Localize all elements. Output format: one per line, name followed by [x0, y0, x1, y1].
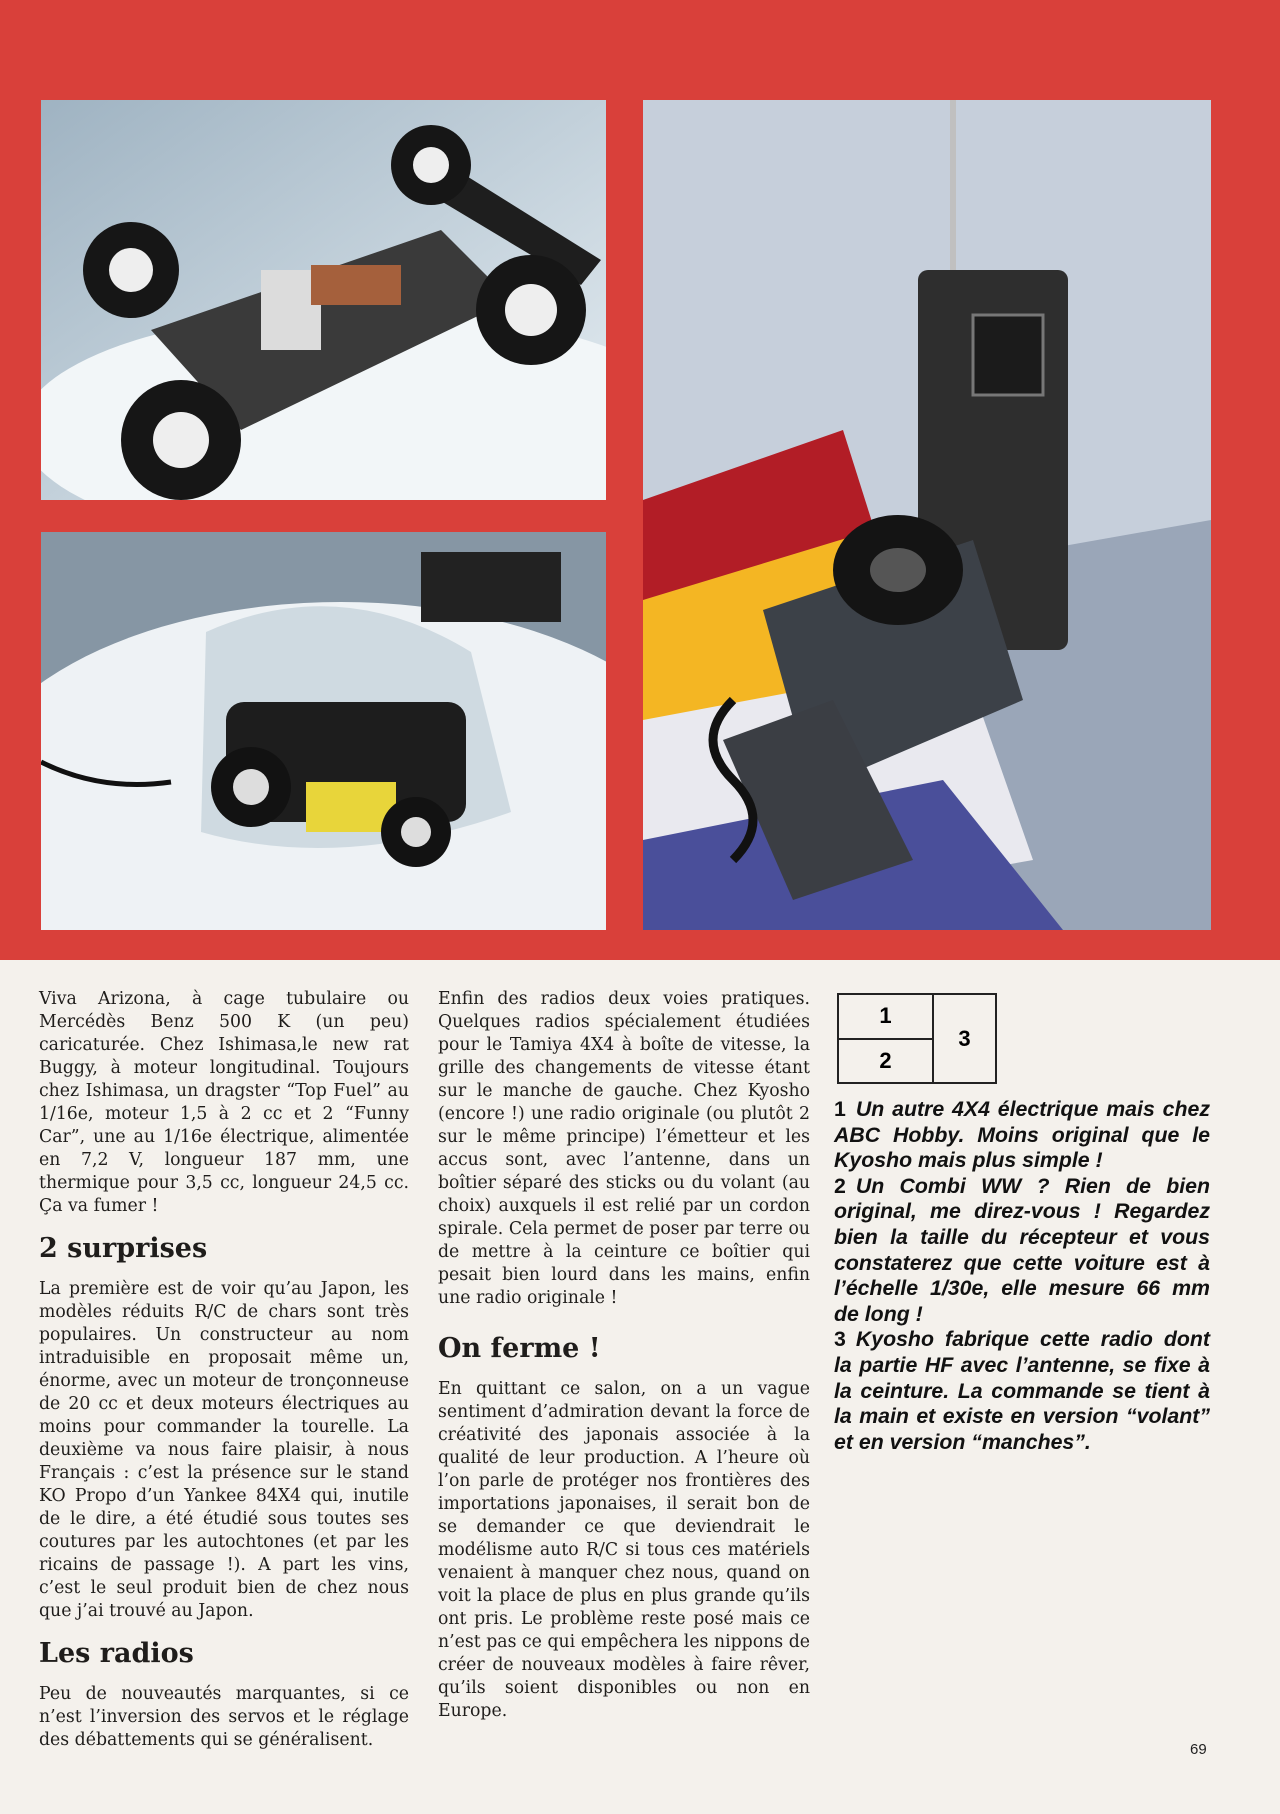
rc-buggy-chassis-photo-icon: [41, 100, 606, 500]
section-heading: On ferme !: [438, 1333, 601, 1364]
paragraph: Peu de nouveautés marquantes, si ce n’est l’inversion des servos et le réglage des débattements qui se généralisent.: [39, 1684, 409, 1750]
paragraph: La première est de voir qu’au Japon, les modèles réduits R/C de chars sont très populaires. Un constructeur au nom intraduisible en proposait même un, énorme, avec un moteur de tronçonneuse de 20 cc et deux moteurs électriques au moins pour commander la tourelle. La deuxième va nous faire plaisir, à nous Français : c’est la présence sur le stand KO Propo d’un Yankee 84X4 qui, inutile de le dire, a été étudié sous toutes ses coutures par les autochtones (et par les ricains de passage !). A part les vins, c’est le seul produit bien de chez nous que j’ai trouvé au Japon.: [39, 1279, 409, 1621]
page-number: 69: [1190, 1741, 1207, 1758]
rc-combi-vw-photo-icon: [41, 532, 606, 930]
caption-item: [834, 1327, 1210, 1455]
paragraph: Viva Arizona, à cage tubulaire ou Mercédès Benz 500 K (un peu) caricaturée. Chez Ishimasa,le new rat Buggy, à moteur longitudinal. Toujours chez Ishimasa, un dragster “Top Fuel” au 1/16e, moteur 1,5 à 2 cc et 2 “Funny Car”, une au 1/16e électrique, alimentée en 7,2 V, longueur 187 mm, une thermique pour 3,5 cc, longueur 24,5 cc. Ça va fumer !: [39, 989, 409, 1216]
kyosho-radio-transmitter-photo-icon: [643, 100, 1211, 930]
caption-number: 1: [834, 1097, 846, 1121]
caption-number: 2: [834, 1173, 846, 1198]
section-heading: 2 surprises: [39, 1233, 208, 1264]
paragraph: Enfin des radios deux voies pratiques. Quelques radios spécialement étudiées pour le Tamiya 4X4 à boîte de vitesse, la grille des changements de vitesse étant sur le manche de gauche. Chez Kyosho (encore !) une radio originale (ou plutôt 2 sur le même principe) l’émetteur et les accus sont, avec l’antenne, dans un boîtier séparé des sticks ou du volant (au choix) auxquels il est relié par un cordon spirale. Cela permet de poser par terre ou de mettre à la ceinture ce boîtier qui pesait bien lourd dans les mains, enfin une radio originale !: [438, 989, 810, 1308]
caption-item: [834, 1174, 1210, 1328]
caption-text: Un autre 4X4 électrique mais chez ABC Hobby. Moins original que le Kyosho mais plus simple !: [834, 1097, 1210, 1173]
photo-radio: [643, 100, 1211, 930]
legend-cell-1: 1: [839, 995, 932, 1040]
text-column-2: [438, 988, 810, 1723]
caption-text: Kyosho fabrique cette radio dont la partie HF avec l’antenne, se fixe à la ceinture. La commande se tient à la main et existe en version “volant” et en version “manches”.: [834, 1327, 1210, 1454]
photo-buggy: [41, 100, 606, 500]
photo-combi: [41, 532, 606, 930]
section-heading: Les radios: [39, 1638, 194, 1669]
photo-captions: [834, 1097, 1210, 1455]
caption-text: Un Combi WW ? Rien de bien original, me direz-vous ! Regardez bien la taille du récepteur et vous constaterez que cette voiture est à l’échelle 1/30e, elle mesure 66 mm de long !: [834, 1173, 1210, 1326]
caption-number: 3: [834, 1327, 846, 1352]
text-column-1: [39, 988, 409, 1752]
paragraph: En quittant ce salon, on a un vague sentiment d’admiration devant la force de créativité des japonais associée à la qualité de leur production. A l’heure où l’on parle de protéger nos frontières des importations japonaises, il serait bon de se demander ce que deviendrait le modélisme auto R/C si tous ces matériels venaient à manquer chez nous, quand on voit la place de plus en plus grande qu’ils ont pris. Le problème reste posé mais ce n’est pas ce qui empêchera les nippons de créer de nouveaux modèles à faire rêver, qu’ils soient disponibles ou non en Europe.: [438, 1379, 810, 1721]
legend-cell-3: 3: [958, 1025, 971, 1051]
legend-cell-2: 2: [879, 1047, 892, 1073]
caption-item: [834, 1097, 1210, 1174]
photo-legend-grid: [837, 993, 997, 1084]
